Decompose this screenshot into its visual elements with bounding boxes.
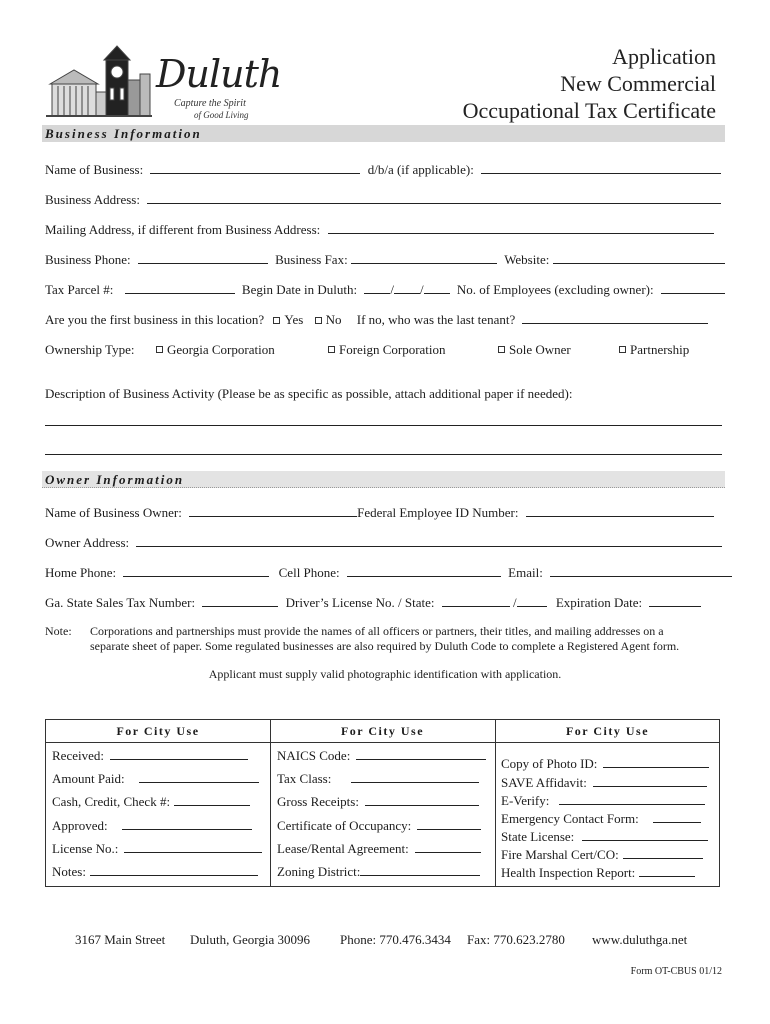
lease-agreement-label: Lease/Rental Agreement: (277, 841, 409, 856)
description-line-1[interactable] (45, 425, 722, 426)
mailing-address-field[interactable] (328, 222, 714, 234)
license-state-field[interactable] (517, 595, 547, 607)
business-phone-label: Business Phone: (45, 252, 131, 267)
payment-method-item (52, 794, 250, 810)
note-label: Note: (45, 624, 72, 638)
footer-city: Duluth, Georgia 30096 (190, 932, 310, 947)
save-affidavit-field[interactable] (593, 775, 707, 787)
city-use-header-rule (46, 742, 719, 743)
state-license-field[interactable] (582, 829, 708, 841)
cell-phone-field[interactable] (347, 565, 501, 577)
photo-id-item (501, 756, 709, 772)
ownership-option-partnership[interactable] (619, 342, 689, 358)
ownership-option-georgia[interactable] (156, 342, 275, 358)
health-inspection-label: Health Inspection Report: (501, 865, 636, 880)
business-address-field[interactable] (147, 192, 721, 204)
sales-tax-label: Ga. State Sales Tax Number: (45, 595, 196, 610)
city-use-heading-3: For City Use (565, 724, 650, 738)
no-label: No (325, 312, 342, 327)
notes-field[interactable] (90, 864, 258, 876)
ownership-option-foreign[interactable] (328, 342, 446, 358)
description-line-2[interactable] (45, 454, 722, 455)
home-phone-label: Home Phone: (45, 565, 117, 580)
payment-method-label: Cash, Credit, Check #: (52, 794, 171, 809)
notes-item (52, 864, 258, 880)
logo-tagline-2: of Good Living (194, 110, 249, 120)
business-name-field[interactable] (150, 162, 360, 174)
georgia-corporation-checkbox[interactable] (156, 346, 163, 353)
zoning-district-item (277, 864, 480, 880)
license-no-field[interactable] (124, 841, 262, 853)
dba-label: d/b/a (if applicable): (367, 162, 474, 177)
payment-method-field[interactable] (174, 794, 250, 806)
health-inspection-item (501, 865, 695, 881)
home-phone-field[interactable] (123, 565, 269, 577)
employees-field[interactable] (661, 282, 725, 294)
certificate-occupancy-field[interactable] (417, 818, 481, 830)
begin-date-month-field[interactable] (364, 282, 390, 294)
form-id: Form OT-CBUS 01/12 (630, 966, 722, 977)
photo-id-label: Copy of Photo ID: (501, 756, 598, 771)
city-use-divider-1 (270, 720, 271, 886)
description-label: Description of Business Activity (Please be as specific as possible, attach additional paper if needed): (45, 386, 573, 401)
business-phone-field[interactable] (138, 252, 268, 264)
begin-date-label: Begin Date in Duluth: (241, 282, 358, 297)
first-business-label: Are you the first business in this location? (45, 312, 265, 327)
sales-tax-field[interactable] (202, 595, 278, 607)
foreign-corporation-checkbox[interactable] (328, 346, 335, 353)
tax-class-item (277, 771, 479, 787)
logo-tagline: Capture the Spirit (174, 98, 246, 109)
business-address-label: Business Address: (45, 192, 140, 207)
mailing-address-row (45, 222, 725, 238)
business-name-row (45, 162, 725, 178)
footer-street: 3167 Main Street (75, 932, 166, 947)
email-field[interactable] (550, 565, 732, 577)
sales-tax-row: Ga. State Sales Tax Number: Driver’s License No. / State: / Expiration Date: (45, 595, 725, 611)
approved-field[interactable] (122, 818, 252, 830)
received-item (52, 748, 248, 764)
business-information-heading: Business Information (42, 125, 725, 142)
city-use-heading-1: For City Use (116, 724, 200, 738)
tax-parcel-label: Tax Parcel #: (45, 282, 114, 297)
notes-label: Notes: (52, 864, 86, 879)
fire-marshal-label: Fire Marshal Cert/CO: (501, 847, 619, 862)
approved-label: Approved: (52, 818, 108, 833)
footer-website: www.duluthga.net (592, 932, 688, 947)
partnership-checkbox[interactable] (619, 346, 626, 353)
partnership-label: Partnership (630, 342, 690, 357)
tax-parcel-field[interactable] (125, 282, 235, 294)
zoning-district-field[interactable] (360, 864, 480, 876)
drivers-license-label: Driver’s License No. / State: (285, 595, 435, 610)
certificate-occupancy-item (277, 818, 481, 834)
description-row (45, 386, 725, 402)
business-address-row (45, 192, 725, 208)
title-application: Application (612, 44, 716, 69)
website-label: Website: (504, 252, 550, 267)
owner-address-label: Owner Address: (45, 535, 130, 550)
city-use-divider-2 (495, 720, 496, 886)
business-phone-row (45, 252, 725, 268)
approved-item (52, 818, 252, 834)
photo-id-notice: Applicant must supply valid photographic identification with application. (208, 667, 562, 681)
amount-paid-label: Amount Paid: (52, 771, 125, 786)
no-checkbox[interactable] (315, 317, 322, 324)
health-inspection-field[interactable] (639, 865, 695, 877)
fire-marshal-item (501, 847, 703, 863)
photo-id-field[interactable] (603, 756, 709, 768)
e-verify-item (501, 793, 705, 809)
tax-class-field[interactable] (351, 771, 479, 783)
last-tenant-field[interactable] (522, 312, 708, 324)
footer-fax: Fax: 770.623.2780 (467, 932, 565, 947)
city-logo (44, 44, 282, 124)
fire-marshal-field[interactable] (623, 847, 703, 859)
ownership-option-sole[interactable] (498, 342, 571, 358)
license-no-item (52, 841, 262, 857)
footer-phone: Phone: 770.476.3434 (340, 932, 451, 947)
state-license-item (501, 829, 708, 845)
business-fax-field[interactable] (351, 252, 497, 264)
lease-agreement-item (277, 841, 481, 857)
note-line-1: Corporations and partnerships must provide the names of all officers or partners, their titles, and mailing addresses on a (90, 624, 664, 638)
owner-address-row (45, 535, 725, 551)
employees-label: No. of Employees (excluding owner): (456, 282, 654, 297)
fein-label: Federal Employee ID Number: (357, 505, 519, 520)
ownership-type-label: Ownership Type: (45, 342, 135, 357)
georgia-corporation-label: Georgia Corporation (167, 342, 275, 357)
business-fax-label: Business Fax: (275, 252, 348, 267)
emergency-contact-field[interactable] (653, 811, 701, 823)
sole-owner-label: Sole Owner (509, 342, 571, 357)
save-affidavit-label: SAVE Affidavit: (501, 775, 587, 790)
fein-field[interactable] (526, 505, 714, 517)
drivers-license-field[interactable] (442, 595, 510, 607)
gross-receipts-item (277, 794, 479, 810)
owner-name-label: Name of Business Owner: (45, 505, 182, 520)
gross-receipts-label: Gross Receipts: (277, 794, 359, 809)
naics-field[interactable] (356, 748, 486, 760)
first-business-row (45, 312, 725, 328)
naics-label: NAICS Code: (277, 748, 351, 763)
amount-paid-item (52, 771, 259, 787)
emergency-contact-label: Emergency Contact Form: (501, 811, 639, 826)
owner-name-row (45, 505, 725, 521)
title-occupational-tax: Occupational Tax Certificate (462, 98, 716, 123)
tax-class-label: Tax Class: (277, 771, 332, 786)
yes-label: Yes (284, 312, 304, 327)
logo-wordmark: Duluth (156, 52, 282, 96)
cell-phone-label: Cell Phone: (278, 565, 340, 580)
expiration-date-label: Expiration Date: (555, 595, 643, 610)
tax-parcel-row: Tax Parcel #: Begin Date in Duluth: / / No. of Employees (excluding owner): (45, 282, 725, 298)
sole-owner-checkbox[interactable] (498, 346, 505, 353)
dba-field[interactable] (481, 162, 721, 174)
for-city-use-table (45, 719, 720, 887)
amount-paid-field[interactable] (139, 771, 259, 783)
gross-receipts-field[interactable] (365, 794, 479, 806)
received-label: Received: (52, 748, 104, 763)
lease-agreement-field[interactable] (415, 841, 481, 853)
mailing-address-label: Mailing Address, if different from Business Address: (45, 222, 321, 237)
foreign-corporation-label: Foreign Corporation (339, 342, 446, 357)
title-new-commercial: New Commercial (560, 71, 716, 96)
emergency-contact-item (501, 811, 701, 827)
note-line-2: separate sheet of paper. Some regulated businesses are also required by Duluth Code to complete a Registered Agent form. (90, 639, 680, 653)
yes-checkbox[interactable] (273, 317, 280, 324)
license-no-label: License No.: (52, 841, 119, 856)
e-verify-label: E-Verify: (501, 793, 550, 808)
received-field[interactable] (110, 748, 248, 760)
naics-item (277, 748, 486, 764)
business-name-label: Name of Business: (45, 162, 144, 177)
certificate-occupancy-label: Certificate of Occupancy: (277, 818, 412, 833)
city-use-heading-2: For City Use (340, 724, 425, 738)
owner-phone-row (45, 565, 725, 581)
begin-date-year-field[interactable] (424, 282, 450, 294)
owner-information-heading: Owner Information (42, 471, 725, 488)
owner-address-field[interactable] (136, 535, 722, 547)
e-verify-field[interactable] (559, 793, 705, 805)
save-affidavit-item (501, 775, 707, 791)
website-field[interactable] (553, 252, 725, 264)
begin-date-day-field[interactable] (394, 282, 420, 294)
last-tenant-label: If no, who was the last tenant? (356, 312, 516, 327)
expiration-date-field[interactable] (649, 595, 701, 607)
state-license-label: State License: (501, 829, 575, 844)
owner-name-field[interactable] (189, 505, 357, 517)
zoning-district-label: Zoning District: (277, 864, 361, 879)
email-label: Email: (508, 565, 543, 580)
